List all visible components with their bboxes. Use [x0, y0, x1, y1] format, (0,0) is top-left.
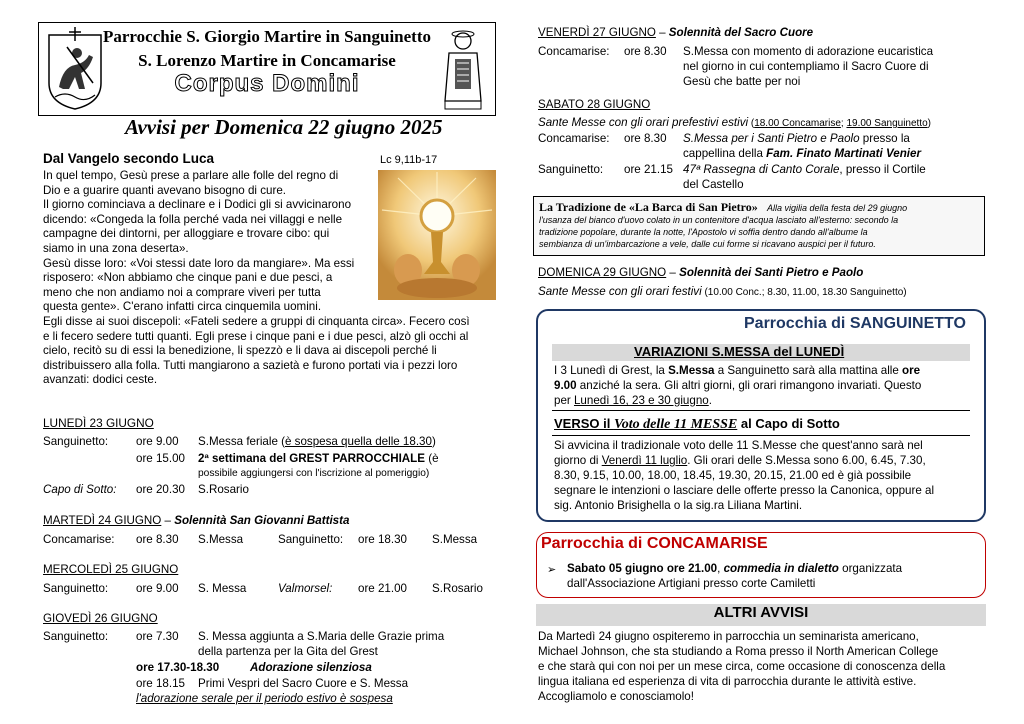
schedule-place: Sanguinetto: — [278, 533, 344, 546]
schedule-event: S.Messa — [432, 533, 478, 546]
thursday-heading: GIOVEDÌ 26 GIUGNO — [43, 612, 158, 625]
friday-heading: VENERDÌ 27 GIUGNO – Solennità del Sacro Cuore — [538, 26, 814, 39]
schedule-time: ore 9.00 — [136, 435, 179, 448]
schedule-event: S. Messa — [198, 582, 247, 595]
gospel-line: Gesù disse loro: «Voi stessi date loro da mangiare». Ma essi — [43, 256, 355, 270]
concamarise-banner: Parrocchia di CONCAMARISE — [541, 535, 768, 552]
gospel-line: distribuissero alla folla. Tutti mangiarono a sazietà e furono portati via i pezzi loro — [43, 358, 458, 372]
sanguinetto-banner: Parrocchia di SANGUINETTO — [744, 315, 966, 332]
gospel-line: questa gente». C'erano infatti circa cinquemila uomini. — [43, 300, 322, 314]
altri-line3: e che starà qui con noi per un mese circa, come occasione di conoscenza della — [538, 660, 946, 673]
gospel-line: dicendo: «Congeda la folla perché vada nei villaggi e nelle — [43, 212, 343, 226]
saturday-heading: SABATO 28 GIUGNO — [538, 98, 651, 111]
schedule-place: Sanguinetto: — [43, 435, 109, 448]
gospel-line: campagne dei dintorni, per alloggiare e trovare cibo: qui — [43, 227, 330, 241]
schedule-place: Concamarise: — [538, 45, 610, 58]
saturday-intro: Sante Messe con gli orari prefestivi estivi (18.00 Concamarise; 19.00 Sanguinetto) — [538, 116, 931, 129]
schedule-time: ore 18.15 — [136, 677, 185, 690]
gospel-line: Egli disse ai suoi discepoli: «Fateli sedere a gruppi di cinquanta circa». Fecero così — [43, 315, 470, 328]
gospel-line: Il giorno cominciava a declinare e i Dodici gli si avvicinarono — [43, 198, 352, 212]
gospel-line: In quel tempo, Gesù prese a parlare alle folle del regno di — [43, 169, 339, 182]
concamarise-event-line1: Sabato 05 giugno ore 21.00, commedia in dialetto organizzata — [567, 562, 903, 575]
tradition-line2: l'usanza del bianco d'uovo colato in un contenitore d'acqua lasciato all'esterno: secondo la — [539, 215, 899, 225]
sunday-intro: Sante Messe con gli orari festivi (10.00 Conc.; 8.30, 11.00, 18.30 Sanguinetto) — [538, 285, 907, 298]
tradition-line3: tradizione popolare, durante la notte, l'Apostolo vi soffia dentro dando all'albume la — [539, 227, 868, 237]
monday-heading: LUNEDÌ 23 GIUGNO — [43, 416, 154, 430]
schedule-event: 47ª Rassegna di Canto Corale, presso il Cortile — [683, 163, 926, 176]
saint-lorenzo-icon — [437, 29, 489, 111]
schedule-note: l'adorazione serale per il periodo estivo è sospesa — [136, 692, 393, 705]
schedule-event: nel giorno in cui contempliamo il Sacro Cuore di — [683, 60, 929, 73]
tradition-line1: La Tradizione de «La Barca di San Pietro» Alla vigilia della festa del 29 giugno — [539, 200, 908, 214]
schedule-event: S.Messa — [198, 533, 244, 546]
altri-line2: Michael Johnson, che sta studiando a Roma presso il North American College — [538, 645, 939, 658]
altri-line5: Accogliamolo e conosciamolo! — [538, 690, 694, 703]
wednesday-heading: MERCOLEDÌ 25 GIUGNO — [43, 563, 179, 576]
voto-text-line3: 8.30, 9.15, 10.00, 18.00, 18.45, 19.30, 20.15, 21.00 ed è già possibile — [554, 469, 912, 482]
sunday-heading: DOMENICA 29 GIUGNO – Solennità dei Santi Pietro e Paolo — [538, 266, 864, 279]
altri-line4: lingua italiana ed esperienza di vita di parrocchia durante le attività estive. — [538, 675, 917, 688]
voto-text-line2: giorno di Venerdì 11 luglio. Gli orari delle S.Messa sono 6.00, 6.45, 7.30, — [554, 454, 926, 467]
schedule-time: ore 17.30-18.30 — [136, 661, 220, 674]
feast-title: Corpus Domini — [174, 70, 360, 97]
schedule-time: ore 7.30 — [136, 630, 179, 643]
variations-text-line3: per Lunedì 16, 23 e 30 giugno. — [554, 394, 712, 407]
schedule-time: ore 8.30 — [624, 132, 667, 145]
schedule-event: Gesù che batte per noi — [683, 75, 801, 88]
divider — [552, 410, 970, 411]
gospel-reference: Lc 9,11b-17 — [380, 154, 438, 166]
schedule-event: S.Messa con momento di adorazione eucaristica — [683, 45, 934, 58]
schedule-time: ore 8.30 — [136, 533, 179, 546]
gospel-title: Dal Vangelo secondo Luca — [43, 151, 215, 166]
gospel-line: siamo in una zona deserta». — [43, 242, 189, 255]
parish-title-line2: S. Lorenzo Martire in Concamarise — [138, 51, 396, 70]
parish-title-line1: Parrocchie S. Giorgio Martire in Sanguinetto — [103, 27, 431, 46]
voto-title: VERSO il Voto delle 11 MESSE al Capo di Sotto — [554, 416, 840, 432]
gospel-line: risposero: «Non abbiamo che cinque pani e due pesci, a — [43, 271, 333, 285]
gospel-line: meno che non andiamo noi a comprare viveri per tutta — [43, 285, 321, 299]
voto-text-line5: sig. Antonio Brisighella o la sig.ra Liliana Martini. — [554, 499, 803, 512]
tradition-line4: sembianza di un'imbarcazione a vele, dalle cui forme si ricavano auspici per il futuro. — [539, 239, 876, 249]
variations-title: VARIAZIONI S.MESSA del LUNEDÌ — [634, 344, 845, 359]
eucharist-monstrance-image — [378, 170, 496, 300]
schedule-place: Sanguinetto: — [43, 630, 109, 643]
schedule-time: ore 15.00 — [136, 452, 185, 465]
schedule-place: Concamarise: — [43, 533, 115, 546]
voto-text-line4: segnare le intenzioni o lasciare delle offerte presso la Canonica, oppure al — [554, 484, 935, 497]
variations-text-line1: I 3 Lunedì di Grest, la S.Messa a Sanguinetto sarà alla mattina alle ore — [554, 364, 921, 377]
schedule-place: Concamarise: — [538, 132, 610, 145]
voto-text-line1: Si avvicina il tradizionale voto delle 11 S.Messe che quest'anno sarà nel — [554, 439, 923, 452]
gospel-line: Dio e a guarire quanti avevano bisogno di cure. — [43, 183, 286, 197]
avvisi-title: Avvisi per Domenica 22 giugno 2025 — [125, 115, 443, 139]
gospel-line: avanzati: dodici ceste. — [43, 373, 158, 387]
schedule-event: S. Messa aggiunta a S.Maria delle Grazie prima — [198, 630, 445, 643]
schedule-time: ore 21.15 — [624, 163, 673, 176]
schedule-event: del Castello — [683, 178, 744, 191]
schedule-event: S.Messa feriale (è sospesa quella delle 18.30) — [198, 435, 436, 448]
concamarise-event-line2: dall'Associazione Artigiani presso corte Camiletti — [567, 577, 816, 590]
schedule-event: S.Messa per i Santi Pietro e Paolo presso la — [683, 132, 910, 145]
schedule-time: ore 9.00 — [136, 582, 179, 595]
gospel-line: e li fecero sedere tutti quanti. Egli prese i cinque pani e i due pesci, alzò gli occhi al — [43, 329, 469, 343]
schedule-time: ore 20.30 — [136, 483, 185, 496]
schedule-event: Primi Vespri del Sacro Cuore e S. Messa — [198, 677, 409, 690]
gospel-line: cielo, recitò su di essi la benedizione, li spezzò e li dava ai discepoli perché li — [43, 344, 437, 358]
schedule-event: cappellina della Fam. Finato Martinati Venier — [683, 147, 921, 160]
schedule-event: S.Rosario — [198, 483, 249, 496]
header-box — [38, 22, 496, 116]
altri-line1: Da Martedì 24 giugno ospiteremo in parrocchia un seminarista americano, — [538, 630, 919, 643]
sanguinetto-box — [536, 309, 986, 522]
altri-avvisi-title: ALTRI AVVISI — [713, 604, 809, 621]
schedule-event: della partenza per la Gita del Grest — [198, 645, 378, 658]
tuesday-heading: MARTEDÌ 24 GIUGNO – Solennità San Giovanni Battista — [43, 514, 350, 527]
variations-text-line2: 9.00 anziché la sera. Gli altri giorni, gli orari rimangono invariati. Questo — [554, 379, 922, 392]
tradition-box — [533, 196, 985, 256]
schedule-place: Capo di Sotto: — [43, 483, 117, 496]
schedule-note: possibile aggiungersi con l'iscrizione al pomeriggio) — [198, 468, 430, 479]
schedule-place: Valmorsel: — [278, 582, 333, 595]
schedule-place: Sanguinetto: — [538, 163, 604, 176]
schedule-time: ore 21.00 — [358, 582, 407, 595]
schedule-place: Sanguinetto: — [43, 582, 109, 595]
schedule-time: ore 18.30 — [358, 533, 407, 546]
schedule-event: S.Rosario — [432, 582, 483, 595]
arrow-bullet-icon: ➢ — [547, 564, 557, 576]
schedule-event: 2ª settimana del GREST PARROCCHIALE (è — [198, 452, 439, 465]
divider — [552, 435, 970, 436]
schedule-event: Adorazione silenziosa — [250, 661, 372, 674]
concamarise-box — [536, 532, 986, 598]
schedule-time: ore 8.30 — [624, 45, 667, 58]
altri-avvisi-bar — [536, 604, 986, 626]
